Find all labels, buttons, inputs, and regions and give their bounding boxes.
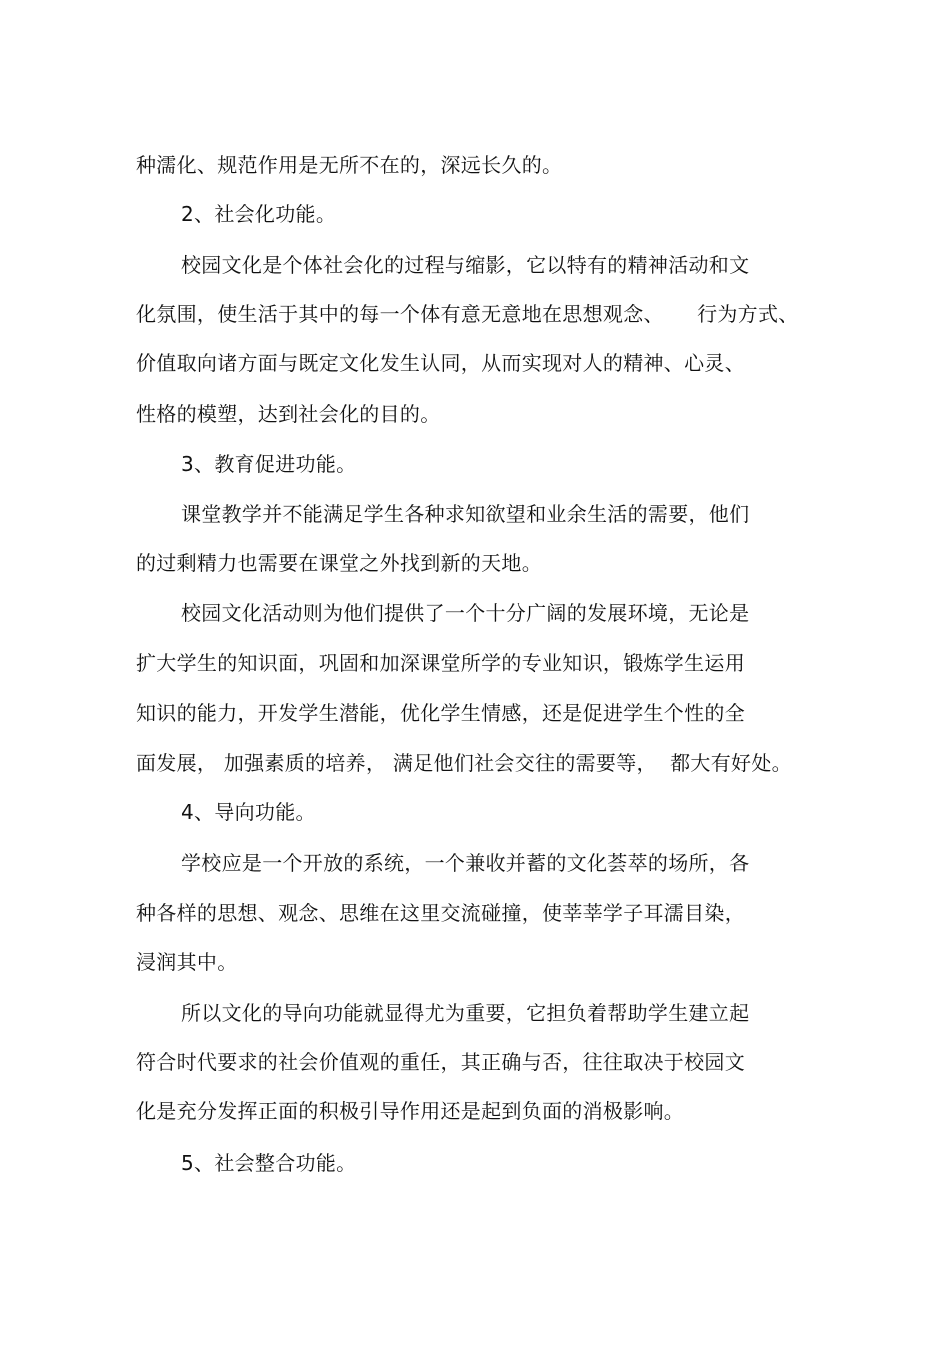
- paragraph-line: 化氛围，使生活于其中的每一个体有意无意地在思想观念、 行为方式、: [136, 302, 799, 326]
- section-heading: 2、社会化功能。: [181, 202, 337, 226]
- paragraph-line: 浸润其中。: [136, 950, 238, 974]
- paragraph-line: 面发展， 加强素质的培养， 满足他们社会交往的需要等， 都大有好处。: [136, 751, 792, 775]
- paragraph-line: 校园文化是个体社会化的过程与缩影，它以特有的精神活动和文: [181, 253, 750, 277]
- section-heading: 4、导向功能。: [181, 800, 316, 824]
- paragraph-line: 课堂教学并不能满足学生各种求知欲望和业余生活的需要，他们: [181, 502, 750, 526]
- paragraph-line: 种各样的思想、观念、思维在这里交流碰撞，使莘莘学子耳濡目染，: [136, 901, 745, 925]
- paragraph-line: 价值取向诸方面与既定文化发生认同，从而实现对人的精神、心灵、: [136, 351, 745, 375]
- section-heading: 3、教育促进功能。: [181, 452, 357, 476]
- paragraph-line: 化是充分发挥正面的积极引导作用还是起到负面的消极影响。: [136, 1099, 685, 1123]
- paragraph-line: 知识的能力，开发学生潜能，优化学生情感，还是促进学生个性的全: [136, 701, 745, 725]
- paragraph-line: 所以文化的导向功能就显得尤为重要，它担负着帮助学生建立起: [181, 1001, 750, 1025]
- paragraph-line: 学校应是一个开放的系统，一个兼收并蓄的文化荟萃的场所，各: [181, 851, 750, 875]
- paragraph-line: 符合时代要求的社会价值观的重任，其正确与否，往往取决于校园文: [136, 1050, 745, 1074]
- paragraph-line: 的过剩精力也需要在课堂之外找到新的天地。: [136, 551, 542, 575]
- paragraph-line: 种濡化、规范作用是无所不在的，深远长久的。: [136, 153, 563, 177]
- paragraph-line: 性格的模塑，达到社会化的目的。: [136, 402, 441, 426]
- paragraph-line: 扩大学生的知识面，巩固和加深课堂所学的专业知识，锻炼学生运用: [136, 651, 745, 675]
- section-heading: 5、社会整合功能。: [181, 1151, 357, 1175]
- paragraph-line: 校园文化活动则为他们提供了一个十分广阔的发展环境，无论是: [181, 601, 750, 625]
